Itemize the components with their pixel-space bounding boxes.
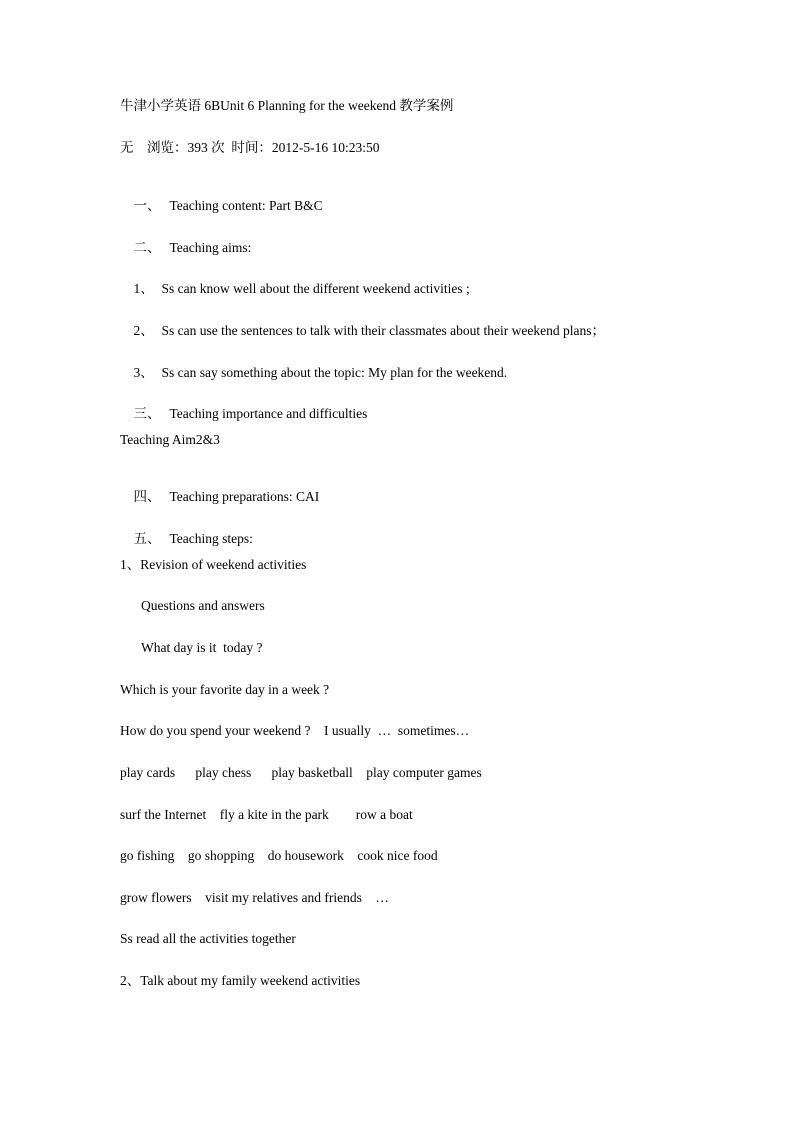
section-number: 二、	[133, 240, 161, 255]
section-text: Teaching importance and difficulties	[169, 406, 368, 421]
qa-title: Questions and answers	[141, 598, 265, 613]
aim-item-1	[120, 265, 470, 313]
question-2: Which is your favorite day in a week ?	[120, 682, 330, 697]
section-text: Teaching steps:	[169, 531, 253, 546]
read-together-text: Ss read all the activities together	[120, 931, 296, 946]
aim-item-2	[120, 307, 605, 355]
section-text: Teaching aims:	[169, 240, 252, 255]
document-meta: 无 浏览：393 次 时间：2012-5-16 10:23:50	[120, 140, 380, 155]
aim-text: Ss can say something about the topic: My plan for the weekend.	[161, 365, 508, 380]
activity-line-4: grow flowers visit my relatives and friends …	[120, 890, 389, 905]
importance-text: Teaching Aim2&3	[120, 432, 220, 447]
aim-text: Ss can use the sentences to talk with their classmates about their weekend plans；	[161, 323, 606, 338]
aim-number: 3、	[133, 365, 154, 380]
section-number: 四、	[133, 489, 161, 504]
aim-text: Ss can know well about the different weekend activities ;	[161, 281, 470, 296]
activity-line-2: surf the Internet fly a kite in the park row a boat	[120, 807, 413, 822]
section-preparations	[120, 473, 319, 521]
activity-line-3: go fishing go shopping do housework cook nice food	[120, 848, 438, 863]
section-importance	[120, 390, 367, 438]
section-text: Teaching preparations: CAI	[169, 489, 320, 504]
section-text: Teaching content: Part B&C	[169, 198, 323, 213]
question-3: How do you spend your weekend ? I usually … sometimes…	[120, 723, 470, 738]
section-number: 五、	[133, 531, 161, 546]
step-2-title: 2、Talk about my family weekend activities	[120, 973, 361, 988]
aim-number: 2、	[133, 323, 154, 338]
section-number: 三、	[133, 406, 161, 421]
section-number: 一、	[133, 198, 161, 213]
document-title: 牛津小学英语 6BUnit 6 Planning for the weekend 教学案例	[120, 98, 454, 113]
section-teaching-steps	[120, 515, 253, 563]
aim-number: 1、	[133, 281, 154, 296]
step-1-title: 1、Revision of weekend activities	[120, 557, 307, 572]
question-1: What day is it today ?	[141, 640, 263, 655]
section-teaching-content	[120, 182, 323, 230]
activity-line-1: play cards play chess play basketball play computer games	[120, 765, 482, 780]
